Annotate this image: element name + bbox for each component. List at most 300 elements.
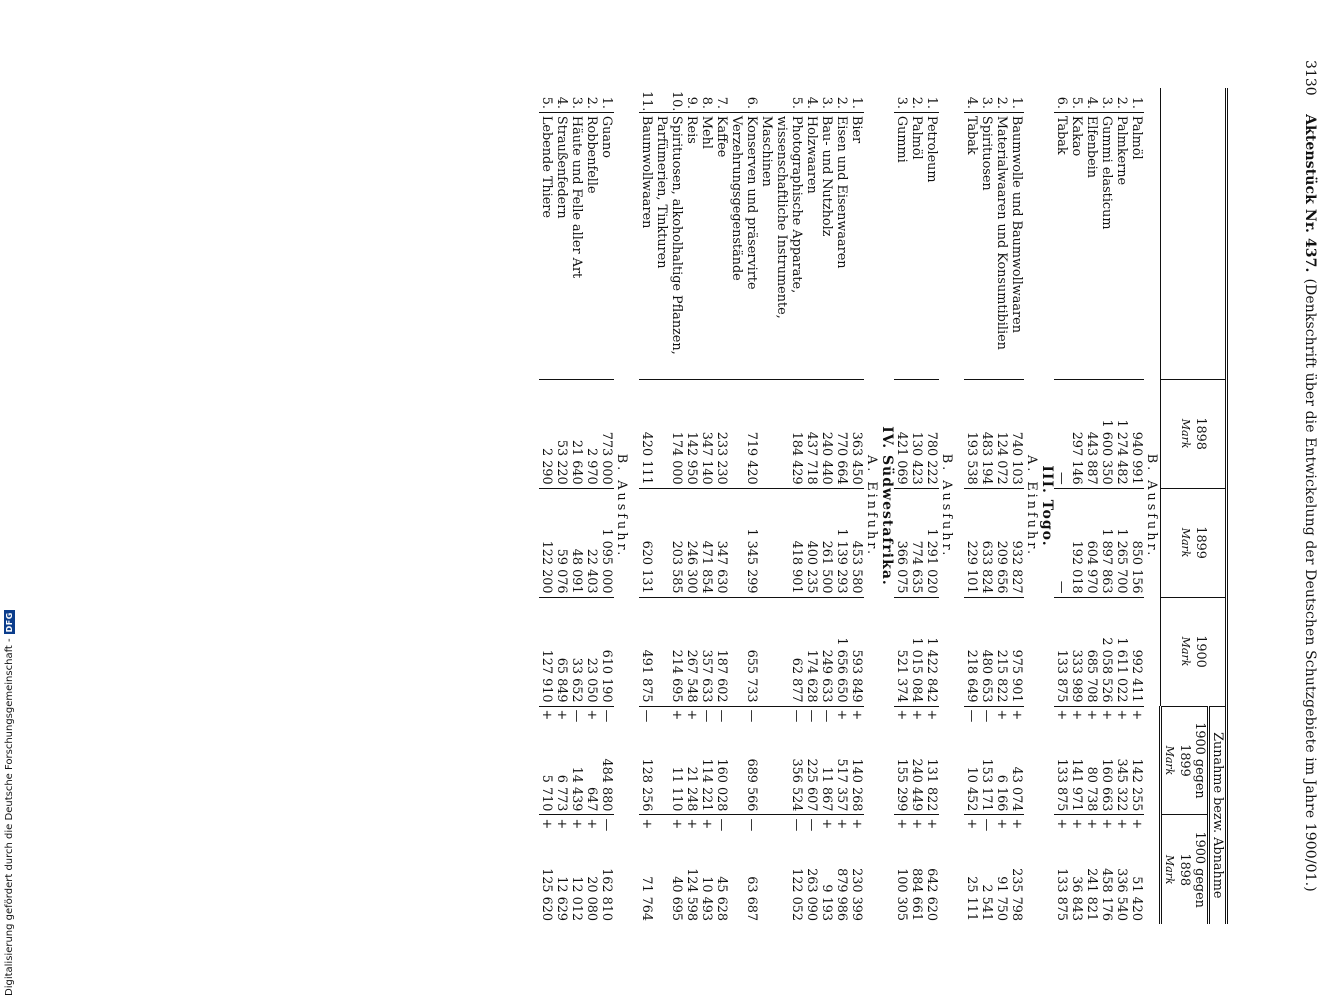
change-vs-1898: 20 080 (584, 876, 599, 921)
sign-vs-1899: + (1009, 706, 1024, 720)
sign-vs-1898: + (819, 815, 834, 829)
spacer (954, 88, 964, 924)
table-row (924, 88, 939, 924)
sign-vs-1898: + (1114, 815, 1129, 829)
change-vs-1899: 11 110 (669, 766, 684, 812)
sign-vs-1899: — (639, 706, 654, 720)
sign-vs-1898: + (1129, 815, 1144, 829)
value-1899: 192 018 (1069, 488, 1084, 597)
change-vs-1898: 230 399 (849, 868, 864, 921)
table-row (804, 88, 819, 924)
sign-vs-1898: — (714, 815, 729, 829)
sign-vs-1898: + (964, 815, 979, 829)
value-1899: 1 139 293 (834, 488, 849, 597)
row-number: 3. (894, 96, 909, 109)
subsection-heading (864, 88, 879, 924)
row-label: Guano (599, 112, 614, 379)
value-1899: 203 585 (654, 488, 684, 597)
change-vs-1899: 345 322 (1114, 758, 1129, 812)
value-1899: 209 656 (994, 488, 1009, 597)
change-vs-1899: 160 028 (714, 758, 729, 812)
value-1899: 471 854 (699, 488, 714, 597)
table-row (654, 88, 684, 924)
value-1900: 62 877 (759, 597, 804, 706)
row-number: 3. (979, 96, 994, 109)
row-label: Gummi (894, 112, 909, 379)
change-vs-1899: 356 524 (789, 758, 804, 812)
sign-vs-1899: + (584, 706, 599, 720)
sign-vs-1898: + (584, 815, 599, 829)
value-1899: 1 897 863 (1099, 488, 1114, 597)
change-vs-1899: 240 449 (909, 758, 924, 812)
row-number: 3. (1099, 96, 1114, 109)
value-1898: 297 146 (1069, 379, 1084, 488)
table-row (979, 88, 994, 924)
table-row (599, 88, 614, 924)
change-vs-1898: 133 875 (1054, 868, 1069, 921)
table-row (849, 88, 864, 924)
change-vs-1898: 884 661 (909, 868, 924, 921)
row-label: Kaffee (714, 112, 729, 379)
sign-vs-1898: + (1009, 815, 1024, 829)
value-1898: 53 220 (554, 379, 569, 488)
value-1899: 1 095 000 (599, 488, 614, 597)
sign-vs-1898: — (979, 815, 994, 829)
value-1898: 773 000 (599, 379, 614, 488)
document-title-bold: Aktenstück Nr. 437. (1302, 114, 1318, 273)
sign-vs-1898: + (539, 815, 554, 829)
row-label: Gummi elasticum (1099, 112, 1114, 379)
row-label: Reis (684, 112, 699, 379)
value-1898: 940 991 (1129, 379, 1144, 488)
sign-vs-1899: — (714, 706, 729, 720)
value-1899: 418 901 (759, 488, 804, 597)
row-label: Kakao (1069, 112, 1084, 379)
value-1900: 133 875 (1054, 597, 1069, 706)
row-label: Holzwaaren (804, 112, 819, 379)
row-label: Palmkerne (1114, 112, 1129, 379)
value-1899: 1 265 700 (1114, 488, 1129, 597)
subsection-heading (939, 88, 954, 924)
page-header (1290, 60, 1318, 960)
change-vs-1899: 128 256 (639, 758, 654, 812)
row-number: 4. (804, 96, 819, 109)
row-number: 4. (1084, 96, 1099, 109)
sign-vs-1898: + (994, 815, 1009, 829)
sign-vs-1899: — (599, 706, 614, 720)
value-1900: 2 058 526 (1099, 597, 1114, 706)
value-1900: 521 374 (894, 597, 909, 706)
sign-vs-1899: + (1099, 706, 1114, 720)
value-1900: 33 652 (569, 597, 584, 706)
credit-text: Digitalisierung gefördert durch die Deutsche Forschungsgemeinschaft - (3, 638, 15, 996)
row-number: 7. (714, 96, 729, 109)
value-1900: 685 708 (1084, 597, 1099, 706)
change-vs-1898: 25 111 (964, 876, 979, 921)
spacer-cell (629, 88, 639, 924)
row-number: 5. (789, 96, 804, 109)
table-row (834, 88, 849, 924)
row-label: Baumwolle und Baumwollwaaren (1009, 112, 1024, 379)
change-vs-1898: 71 764 (639, 876, 654, 921)
change-vs-1898: 162 810 (599, 868, 614, 921)
value-1898: 437 718 (804, 379, 819, 488)
sign-vs-1899: + (684, 706, 699, 720)
sign-vs-1898: + (924, 815, 939, 829)
row-number: 1. (924, 96, 939, 109)
sign-vs-1899: + (1114, 706, 1129, 720)
sign-vs-1898: + (699, 815, 714, 829)
sign-vs-1899: + (654, 706, 684, 720)
sign-vs-1898: — (804, 815, 819, 829)
row-number: 5. (1069, 96, 1084, 109)
sign-vs-1898: — (729, 815, 759, 829)
row-label: Petroleum (924, 112, 939, 379)
value-1898: 483 194 (979, 379, 994, 488)
value-1900: 593 849 (849, 597, 864, 706)
table-row (1084, 88, 1099, 924)
value-1900: 333 989 (1069, 597, 1084, 706)
row-number: 2. (834, 96, 849, 109)
table-row (819, 88, 834, 924)
change-vs-1899: 6 773 (554, 774, 569, 812)
change-vs-1898: 241 821 (1084, 868, 1099, 921)
change-vs-1898: 125 620 (539, 868, 554, 921)
table-row (759, 88, 804, 924)
value-1899: 48 091 (569, 488, 584, 597)
change-vs-1898: 2 541 (979, 884, 994, 921)
section-heading-text: III. Togo. (1039, 465, 1055, 547)
col-1898: 1898 Mark (1161, 379, 1227, 488)
value-1900: 1 015 084 (909, 597, 924, 706)
value-1900: 218 649 (964, 597, 979, 706)
table-row (699, 88, 714, 924)
value-1898: 719 420 (729, 379, 759, 488)
change-vs-1898: 63 687 (744, 876, 759, 921)
value-1900: 992 411 (1129, 597, 1144, 706)
row-label: Spirituosen (979, 112, 994, 379)
row-label: Eisen und Eisenwaaren (834, 112, 849, 379)
change-vs-1898: 45 628 (714, 876, 729, 921)
digitization-credit (2, 606, 16, 996)
change-vs-1899: 21 248 (684, 766, 699, 812)
section-heading (1039, 88, 1054, 924)
change-vs-1898: 458 176 (1099, 868, 1114, 921)
value-1900: 23 050 (584, 597, 599, 706)
change-vs-1898: 122 052 (789, 868, 804, 921)
change-vs-1899: 689 566 (744, 758, 759, 812)
change-vs-1899: 14 439 (569, 766, 584, 812)
change-vs-1899: 6 166 (994, 774, 1009, 812)
value-1898: 347 140 (699, 379, 714, 488)
sign-vs-1899: — (759, 706, 804, 720)
value-1898: 142 950 (684, 379, 699, 488)
table-header (1161, 88, 1227, 924)
value-1899: — (1054, 488, 1069, 597)
value-1898: 421 069 (894, 379, 909, 488)
dfg-logo: DFG (4, 612, 14, 633)
sign-vs-1899: + (554, 706, 569, 720)
value-1898: 124 072 (994, 379, 1009, 488)
value-1898: 740 103 (1009, 379, 1024, 488)
sign-vs-1898: + (569, 815, 584, 829)
change-vs-1899: 5 710 (539, 774, 554, 812)
row-label: Photographische Apparate, wissenschaftliche Instrumente, Maschinen (759, 112, 804, 379)
sign-vs-1899: — (819, 706, 834, 720)
sign-vs-1898: + (684, 815, 699, 829)
subsection-heading (1024, 88, 1039, 924)
row-label: Baumwollwaaren (639, 112, 654, 379)
sign-vs-1899: + (1069, 706, 1084, 720)
value-1898: 1 600 350 (1099, 379, 1114, 488)
sign-vs-1898: + (1069, 815, 1084, 829)
col-1900: 1900 Mark (1161, 597, 1227, 706)
sign-vs-1898: + (554, 815, 569, 829)
sign-vs-1898: + (909, 815, 924, 829)
table-row (1099, 88, 1114, 924)
table-row (554, 88, 569, 924)
table-row (569, 88, 584, 924)
row-label: Bau- und Nutzholz (819, 112, 834, 379)
page-number: 3130 (1302, 60, 1318, 96)
row-number: 3. (819, 96, 834, 109)
change-vs-1899: 140 268 (849, 758, 864, 812)
subsection-heading (614, 88, 629, 924)
table-row (1114, 88, 1129, 924)
table-row (994, 88, 1009, 924)
sign-vs-1899: + (924, 706, 939, 720)
row-number: 1. (599, 96, 614, 109)
value-1900: 357 633 (699, 597, 714, 706)
table-row (714, 88, 729, 924)
table-body (539, 88, 1161, 924)
row-number: 4. (964, 96, 979, 109)
change-vs-1898: 36 843 (1069, 876, 1084, 921)
value-1899: 229 101 (964, 488, 979, 597)
table-row (1069, 88, 1084, 924)
change-vs-1899: 484 880 (599, 758, 614, 812)
row-label: Häute und Felle aller Art (569, 112, 584, 379)
row-label: Robbenfelle (584, 112, 599, 379)
value-1899: 604 970 (1084, 488, 1099, 597)
value-1898: 184 429 (759, 379, 804, 488)
document-title-rest: (Denkschrift über die Entwickelung der Deutschen Schutzgebiete im Jahre 1900/01.) (1302, 278, 1318, 892)
value-1898: 130 423 (909, 379, 924, 488)
sign-vs-1899: + (894, 706, 909, 720)
trade-table (539, 88, 1228, 924)
value-1900: 491 875 (639, 597, 654, 706)
spacer-cell (954, 88, 964, 924)
sign-vs-1898: + (849, 815, 864, 829)
row-label: Spirituosen, alkoholhaltige Pflanzen, Parfümerien, Tinkturen (654, 112, 684, 379)
change-vs-1898: 642 620 (924, 868, 939, 921)
section-heading (879, 88, 894, 924)
row-label: Palmöl (1129, 112, 1144, 379)
value-1899: 774 635 (909, 488, 924, 597)
row-number: 1. (1009, 96, 1024, 109)
table-row (1009, 88, 1024, 924)
value-1899: 22 403 (584, 488, 599, 597)
sign-vs-1899: + (1054, 706, 1069, 720)
sign-vs-1899: + (994, 706, 1009, 720)
row-label: Mehl (699, 112, 714, 379)
row-label: Elfenbein (1084, 112, 1099, 379)
change-vs-1899: 43 074 (1009, 766, 1024, 812)
table-row (639, 88, 654, 924)
value-1900: 249 633 (819, 597, 834, 706)
value-1898: 1 274 482 (1114, 379, 1129, 488)
value-1898: 2 290 (539, 379, 554, 488)
value-1899: 850 156 (1129, 488, 1144, 597)
value-1900: 187 602 (714, 597, 729, 706)
value-1900: 610 190 (599, 597, 614, 706)
change-vs-1899: 80 738 (1084, 766, 1099, 812)
value-1898: — (1054, 379, 1069, 488)
document-title (1302, 114, 1318, 892)
change-vs-1898: 879 986 (834, 868, 849, 921)
col-cmp-1899: 1900 gegen 1899 Mark (1161, 706, 1209, 815)
spacer (629, 88, 639, 924)
header-empty-cell (1161, 88, 1227, 379)
change-vs-1898: 12 629 (554, 876, 569, 921)
sign-vs-1899: + (909, 706, 924, 720)
row-label: Palmöl (909, 112, 924, 379)
table-row (684, 88, 699, 924)
row-number: 4. (554, 96, 569, 109)
sign-vs-1899: + (834, 706, 849, 720)
sign-vs-1899: — (569, 706, 584, 720)
value-1900: 655 733 (729, 597, 759, 706)
col-cmp-1898: 1900 gegen 1898 Mark (1161, 815, 1209, 924)
change-vs-1899: 647 (584, 787, 599, 812)
change-vs-1899: 131 822 (924, 758, 939, 812)
change-vs-1899: 160 663 (1099, 758, 1114, 812)
change-vs-1898: 9 193 (819, 884, 834, 921)
change-vs-1899: 153 171 (979, 758, 994, 812)
subsection-heading-text: B. Ausfuhr. (614, 453, 629, 559)
row-number: 1. (849, 96, 864, 109)
value-1900: 480 653 (979, 597, 994, 706)
value-1900: 267 548 (684, 597, 699, 706)
row-label: Tabak (1054, 112, 1069, 379)
subsection-heading-text: A. Einfuhr. (1024, 454, 1039, 558)
value-1900: 127 910 (539, 597, 554, 706)
value-1900: 1 611 022 (1114, 597, 1129, 706)
value-1899: 633 824 (979, 488, 994, 597)
value-1899: 400 235 (804, 488, 819, 597)
sign-vs-1898: + (1099, 815, 1114, 829)
change-vs-1898: 10 493 (699, 876, 714, 921)
sign-vs-1899: — (979, 706, 994, 720)
sign-vs-1898: + (1084, 815, 1099, 829)
value-1899: 347 630 (714, 488, 729, 597)
sign-vs-1898: + (654, 815, 684, 829)
value-1898: 174 000 (654, 379, 684, 488)
table-row (909, 88, 924, 924)
change-vs-1899: 517 357 (834, 758, 849, 812)
sign-vs-1899: — (964, 706, 979, 720)
change-vs-1899: 10 452 (964, 766, 979, 812)
table-row (729, 88, 759, 924)
row-label: Materialwaaren und Konsumtibilien (994, 112, 1009, 379)
value-1900: 215 822 (994, 597, 1009, 706)
section-heading-text: IV. Südwestafrika. (879, 426, 895, 586)
sign-vs-1899: + (539, 706, 554, 720)
change-vs-1899: 11 867 (819, 766, 834, 812)
change-vs-1898: 100 305 (894, 868, 909, 921)
change-vs-1898: 336 540 (1114, 868, 1129, 921)
value-1900: 1 656 650 (834, 597, 849, 706)
table-row (584, 88, 599, 924)
change-vs-1898: 263 090 (804, 868, 819, 921)
row-number: 8. (699, 96, 714, 109)
change-vs-1898: 51 420 (1129, 876, 1144, 921)
subsection-heading-text: B. Ausfuhr. (1144, 453, 1159, 559)
row-number: 2. (1114, 96, 1129, 109)
value-1899: 261 500 (819, 488, 834, 597)
row-number: 5. (539, 96, 554, 109)
value-1898: 770 664 (834, 379, 849, 488)
value-1900: 975 901 (1009, 597, 1024, 706)
sign-vs-1899: — (804, 706, 819, 720)
sign-vs-1898: — (759, 815, 804, 829)
subsection-heading-text: B. Ausfuhr. (939, 453, 954, 559)
change-vs-1898: 91 750 (994, 876, 1009, 921)
change-vs-1898: 235 798 (1009, 868, 1024, 921)
sign-vs-1898: + (834, 815, 849, 829)
change-vs-1898: 124 598 (684, 868, 699, 921)
value-1900: 1 422 842 (924, 597, 939, 706)
change-vs-1899: 142 255 (1129, 758, 1144, 812)
value-1899: 620 131 (639, 488, 654, 597)
table-row (964, 88, 979, 924)
value-1898: 780 222 (924, 379, 939, 488)
row-number: 2. (994, 96, 1009, 109)
change-vs-1899: 141 971 (1069, 758, 1084, 812)
value-1898: 193 538 (964, 379, 979, 488)
value-1900: 214 695 (654, 597, 684, 706)
value-1898: 420 111 (639, 379, 654, 488)
value-1898: 443 887 (1084, 379, 1099, 488)
row-number: 10. (669, 91, 684, 112)
value-1899: 366 075 (894, 488, 909, 597)
row-label: Straußenfedern (554, 112, 569, 379)
sign-vs-1899: — (729, 706, 759, 720)
sign-vs-1898: + (639, 815, 654, 829)
sign-vs-1899: + (1084, 706, 1099, 720)
table-row (894, 88, 909, 924)
row-label: Tabak (964, 112, 979, 379)
row-number: 2. (909, 96, 924, 109)
value-1899: 1 291 020 (924, 488, 939, 597)
row-number: 3. (569, 96, 584, 109)
value-1898: 2 970 (584, 379, 599, 488)
row-number: 9. (684, 96, 699, 109)
value-1899: 453 580 (849, 488, 864, 597)
row-number: 6. (744, 96, 759, 109)
value-1898: 240 440 (819, 379, 834, 488)
value-1899: 122 200 (539, 488, 554, 597)
sign-vs-1898: + (1054, 815, 1069, 829)
col-zunahme: Zunahme bezw. Abnahme (1209, 706, 1227, 924)
col-1899: 1899 Mark (1161, 488, 1227, 597)
row-label: Bier (849, 112, 864, 379)
value-1899: 1 345 299 (729, 488, 759, 597)
row-label: Lebende Thiere (539, 112, 554, 379)
subsection-heading (1144, 88, 1161, 924)
change-vs-1898: 12 012 (569, 876, 584, 921)
value-1898: 21 640 (569, 379, 584, 488)
